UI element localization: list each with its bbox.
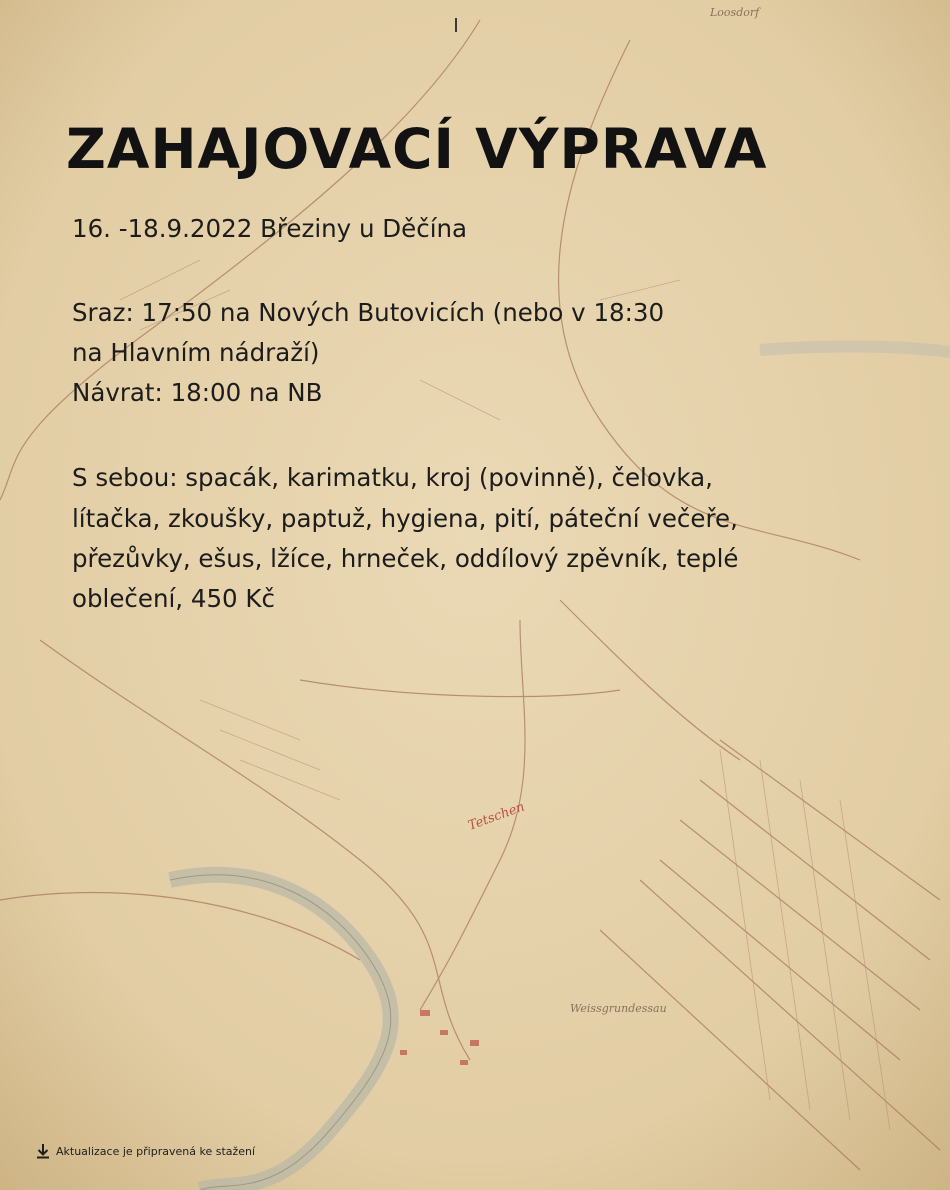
update-notice-text: Aktualizace je připravená ke stažení	[56, 1144, 256, 1158]
svg-text:Loosdorf: Loosdorf	[710, 6, 760, 19]
packing-line-1: S sebou: spacák, karimatku, kroj (povinně), čelovka,	[72, 463, 713, 492]
page-title: ZAHAJOVACÍ VÝPRAVA	[66, 117, 768, 181]
svg-text:Weissgrundessau: Weissgrundessau	[570, 1002, 667, 1015]
packing-line-2: lítačka, zkoušky, paptuž, hygiena, pití, páteční večeře,	[72, 504, 738, 533]
packing-line-3: přezůvky, ešus, lžíce, hrneček, oddílový zpěvník, teplé	[72, 544, 739, 573]
update-notice[interactable]	[36, 1142, 255, 1160]
date-location: 16. -18.9.2022 Březiny u Děčína	[72, 214, 468, 243]
packing-line-4: oblečení, 450 Kč	[72, 584, 275, 613]
return-info: Návrat: 18:00 na NB	[72, 378, 323, 407]
svg-text:Tetschen: Tetschen	[466, 799, 527, 834]
download-arrow-icon	[36, 1143, 50, 1159]
meetup-line-2: na Hlavním nádraží)	[72, 338, 320, 367]
meetup-line-1: Sraz: 17:50 na Nových Butovicích (nebo v 18:30	[72, 298, 665, 327]
